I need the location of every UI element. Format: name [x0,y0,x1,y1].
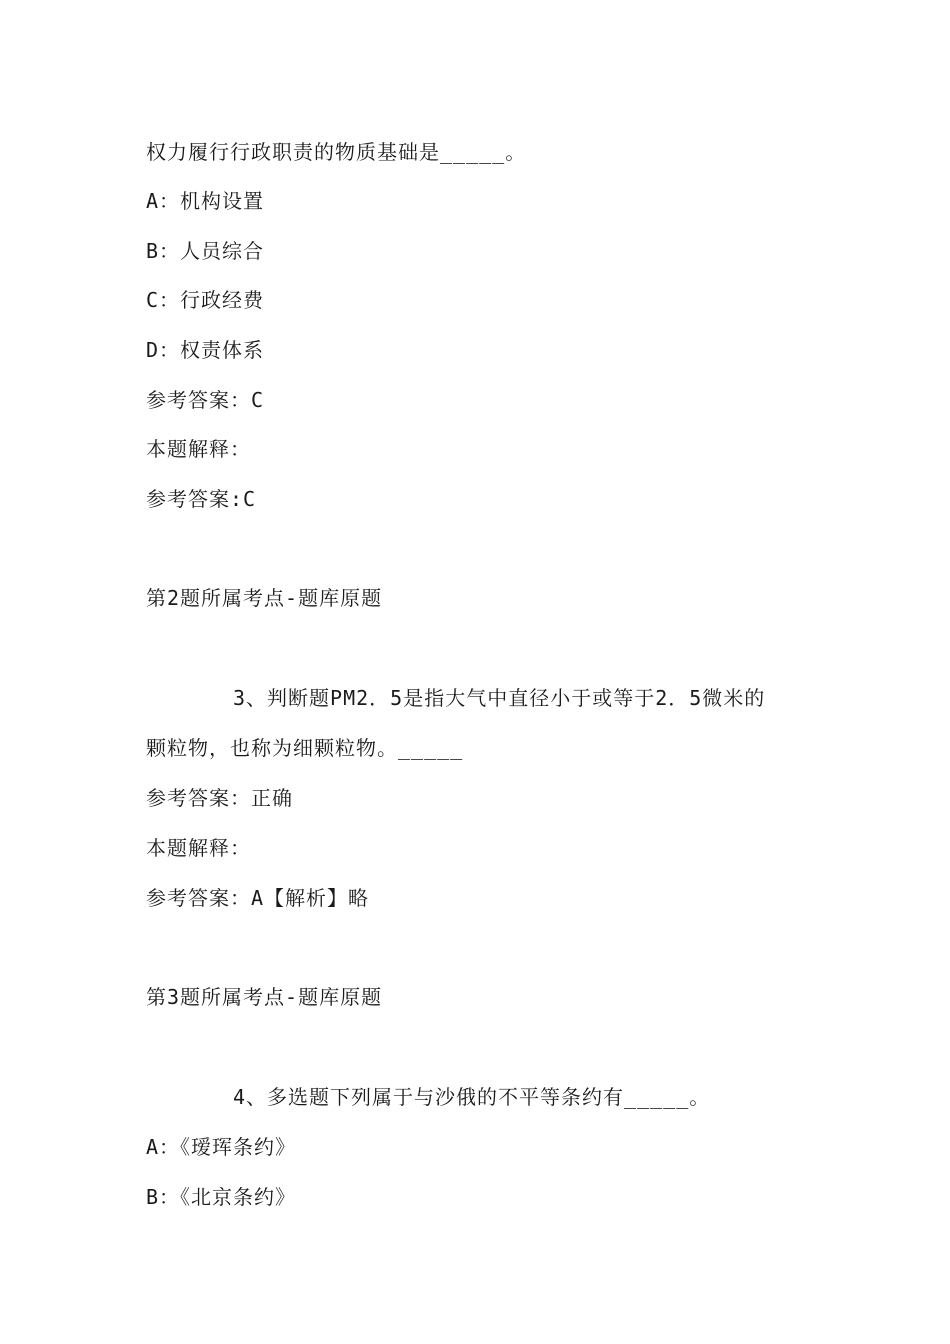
option-d: D：权责体系 [146,338,265,362]
reference-answer: 参考答案：正确 [146,786,293,810]
explanation-label: 本题解释： [146,437,251,461]
question-stem: 4、多选题下列属于与沙俄的不平等条约有_____。 [233,1085,711,1109]
explanation-text: 参考答案：A【解析】略 [146,886,370,910]
question-stem: 权力履行行政职责的物质基础是_____。 [146,140,527,164]
option-a: A：《瑷珲条约》 [146,1135,297,1159]
question-source: 第2题所属考点-题库原题 [146,586,383,610]
option-b: B：《北京条约》 [146,1185,297,1209]
explanation-label: 本题解释： [146,836,251,860]
option-a: A：机构设置 [146,189,265,213]
option-b: B：人员综合 [146,239,265,263]
reference-answer: 参考答案：C [146,388,265,412]
explanation-text: 参考答案:C [146,487,257,511]
question-source: 第3题所属考点-题库原题 [146,985,383,1009]
question-stem-line-1: 3、判断题PM2．5是指大气中直径小于或等于2．5微米的 [233,686,766,710]
question-stem-line-2: 颗粒物，也称为细颗粒物。_____ [146,736,464,760]
option-c: C：行政经费 [146,288,265,312]
